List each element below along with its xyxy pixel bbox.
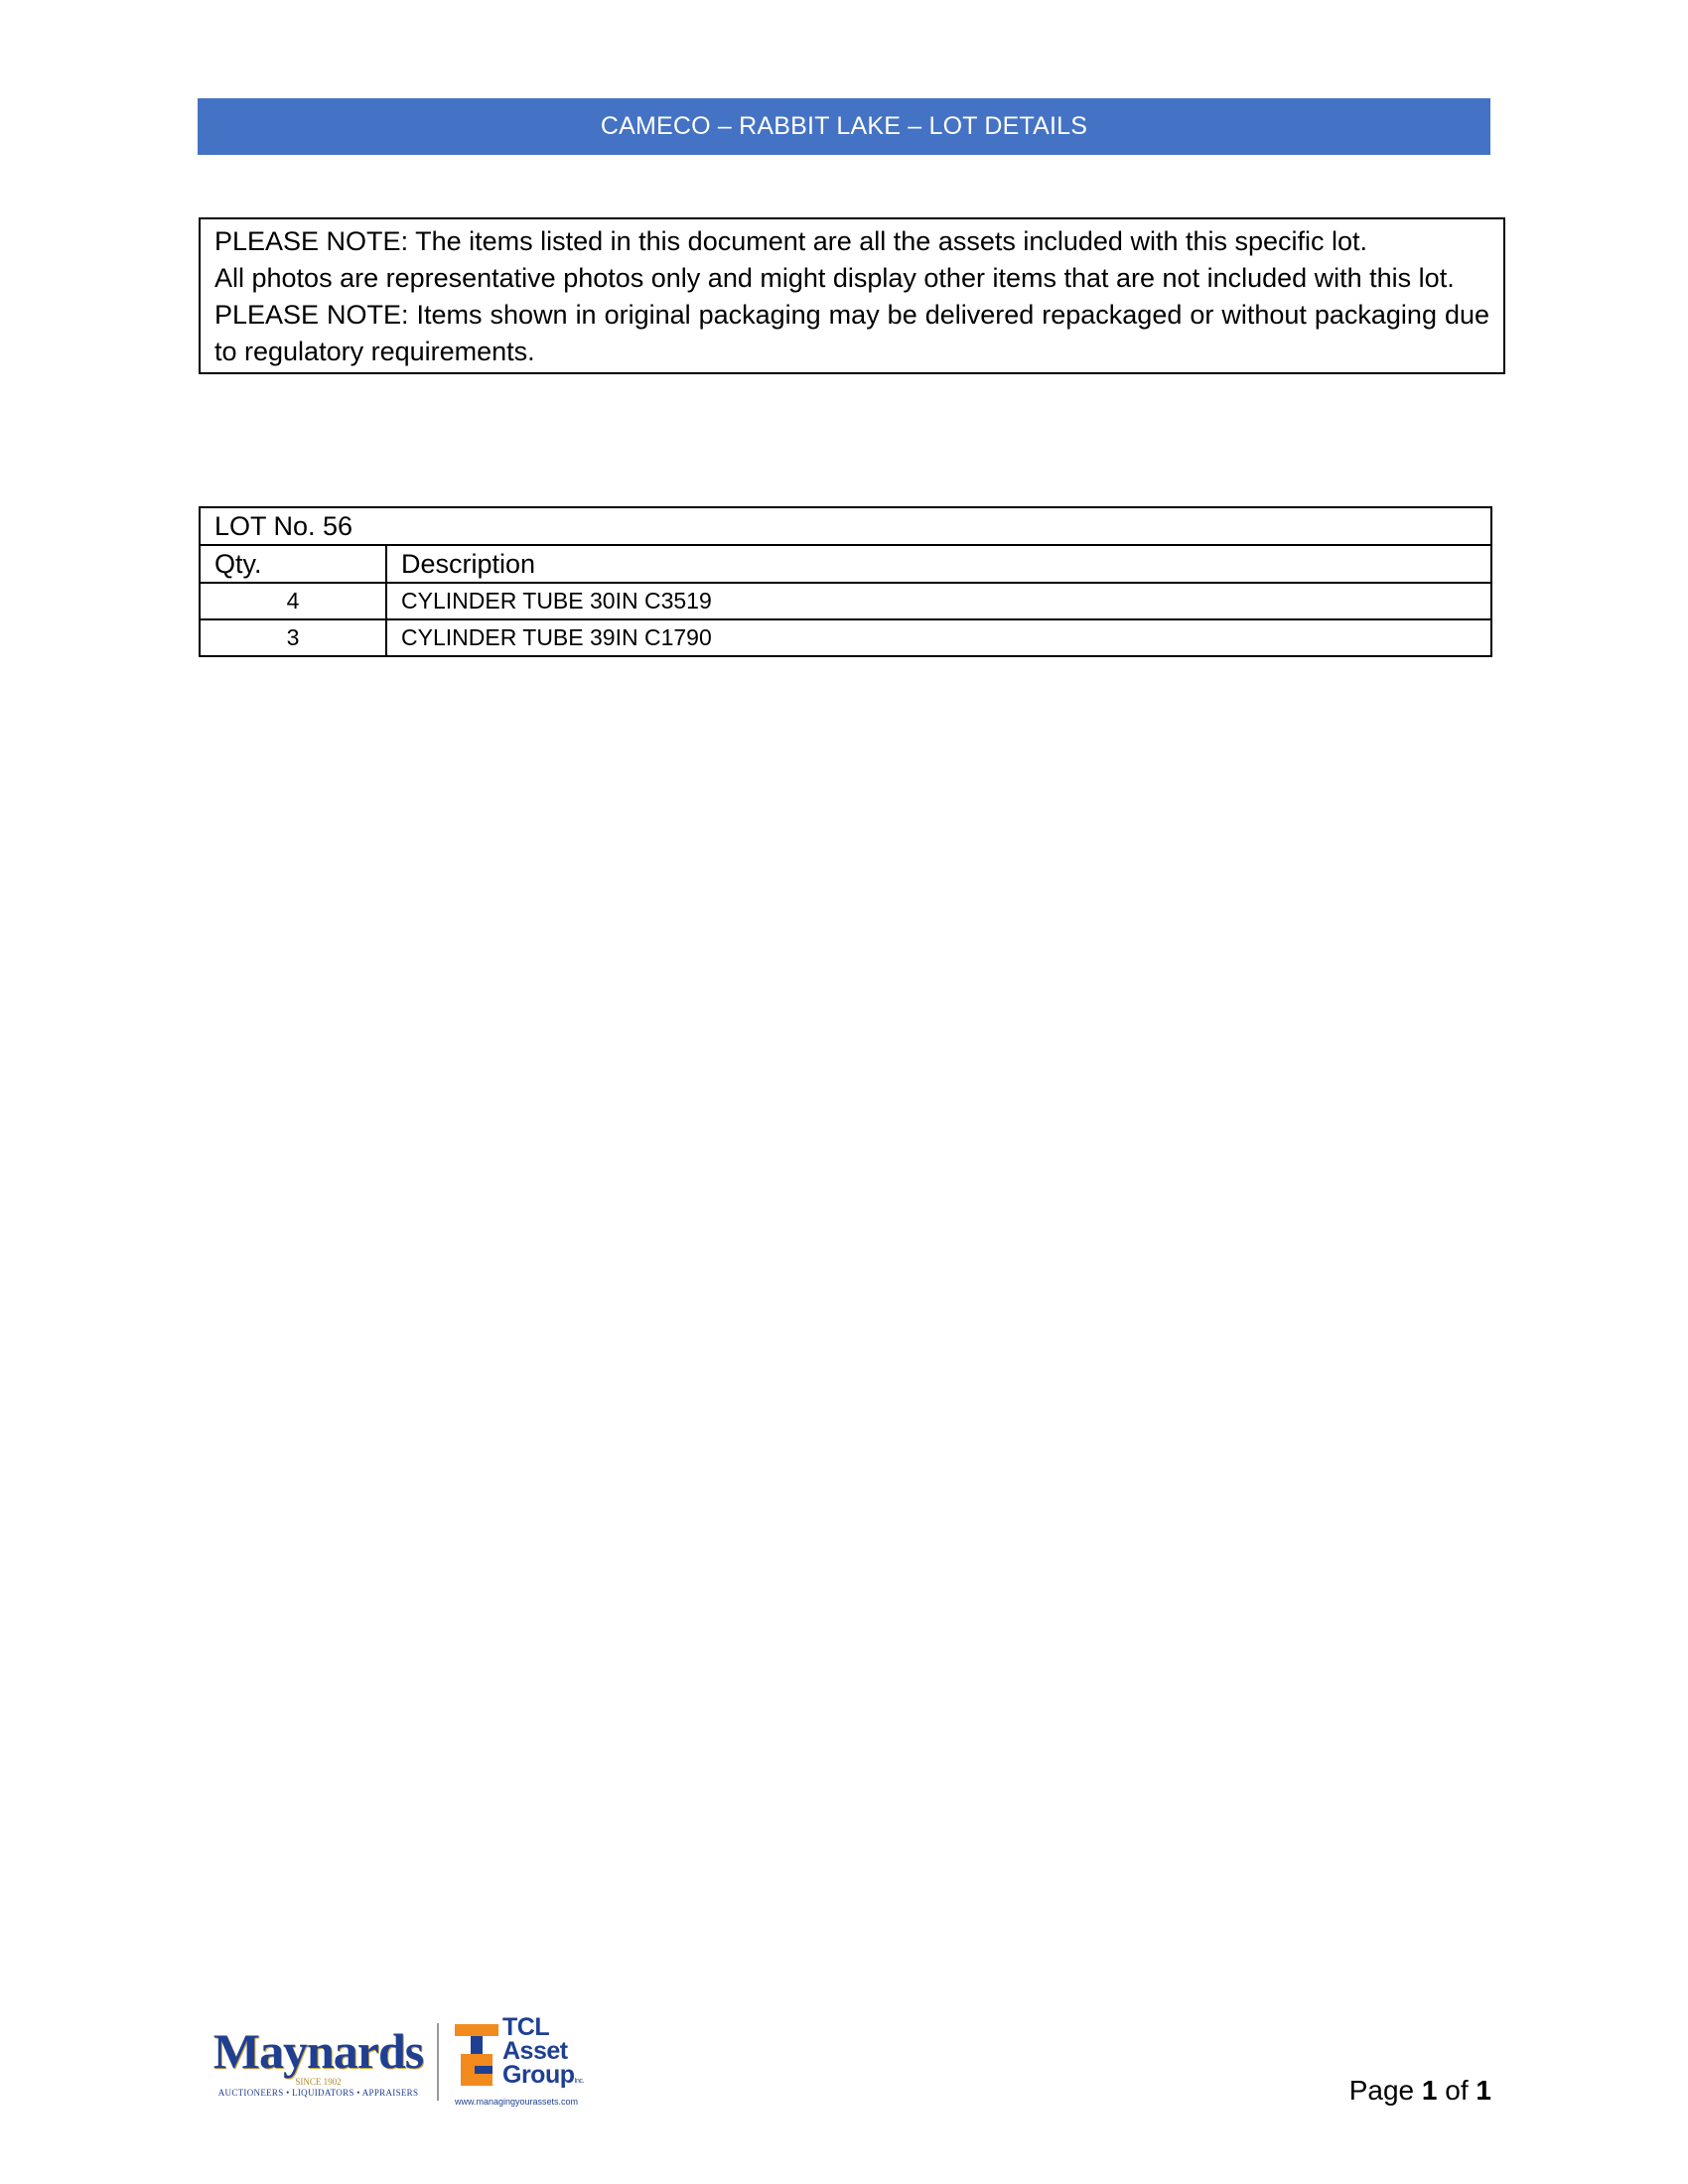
notice-line-3: PLEASE NOTE: Items shown in original packaging may be delivered repackaged or without packaging due to regulatory requirements. bbox=[214, 300, 1489, 366]
item-description: CYLINDER TUBE 39IN C1790 bbox=[386, 619, 1491, 656]
lot-title-row bbox=[200, 507, 1491, 545]
tcl-url: www.managingyourassets.com bbox=[455, 2097, 579, 2107]
page-current: 1 bbox=[1421, 2075, 1438, 2106]
page-of: of bbox=[1445, 2075, 1469, 2106]
tcl-line-2: Asset bbox=[502, 2037, 568, 2065]
notice-line-1: PLEASE NOTE: The items listed in this document are all the assets included with this specific lot. bbox=[214, 226, 1368, 256]
page-title: CAMECO – RABBIT LAKE – LOT DETAILS bbox=[600, 112, 1088, 140]
notice-line-2: All photos are representative photos only and might display other items that are not included with this lot. bbox=[214, 263, 1455, 293]
item-description: CYLINDER TUBE 30IN C3519 bbox=[386, 583, 1491, 619]
page-label: Page bbox=[1348, 2075, 1415, 2106]
lot-title: LOT No. 56 bbox=[200, 507, 1491, 545]
qty-column-header: Qty. bbox=[200, 545, 386, 583]
item-qty: 3 bbox=[200, 619, 386, 656]
lot-table bbox=[199, 506, 1492, 657]
tcl-line-3: Group bbox=[502, 2061, 575, 2089]
item-qty: 4 bbox=[200, 583, 386, 619]
tcl-wordmark bbox=[502, 2015, 584, 2094]
maynards-tagline: AUCTIONEERS • LIQUIDATORS • APPRAISERS bbox=[217, 2088, 419, 2098]
tcl-emblem-icon bbox=[453, 2020, 500, 2092]
page-title-banner bbox=[198, 98, 1490, 155]
maynards-wordmark: Maynards bbox=[212, 2023, 424, 2079]
notice-box bbox=[199, 217, 1505, 374]
page-number bbox=[1349, 2075, 1491, 2107]
tcl-logo bbox=[453, 2015, 602, 2115]
logo-divider bbox=[437, 2023, 439, 2101]
table-row bbox=[200, 583, 1491, 619]
table-header-row bbox=[200, 545, 1491, 583]
page-total: 1 bbox=[1476, 2075, 1491, 2106]
tcl-line-1: TCL bbox=[502, 2013, 550, 2041]
tcl-suffix: Inc. bbox=[574, 2078, 584, 2085]
description-column-header: Description bbox=[386, 545, 1491, 583]
maynards-since: SINCE 1902 bbox=[295, 2077, 342, 2087]
maynards-logo bbox=[211, 2025, 425, 2099]
table-row bbox=[200, 619, 1491, 656]
footer-logos bbox=[211, 2015, 599, 2115]
